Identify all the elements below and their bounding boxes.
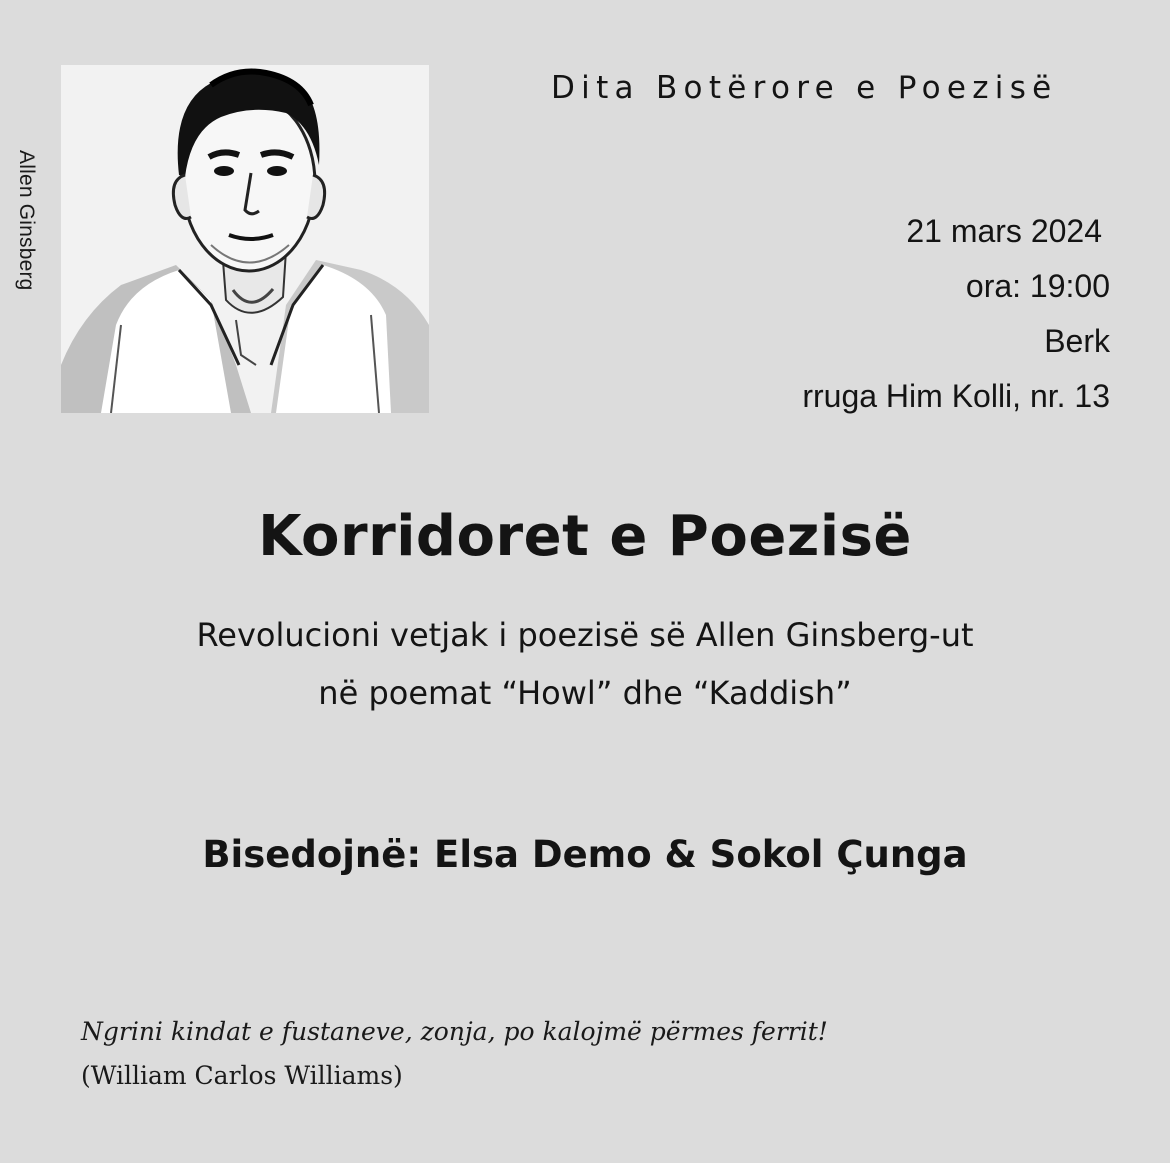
event-title: Dita Botërore e Poezisë [551, 70, 1058, 106]
subtitle-line-2: në poemat “Howl” dhe “Kaddish” [318, 674, 852, 712]
quote [81, 1010, 828, 1098]
quote-text: Ngrini kindat e fustaneve, zonja, po kalojmë përmes ferrit! [81, 1017, 828, 1046]
event-venue: Berk [1044, 323, 1110, 359]
speakers: Bisedojnë: Elsa Demo & Sokol Çunga [202, 833, 968, 876]
portrait-photo [61, 65, 429, 413]
subtitle [0, 606, 1170, 722]
main-title: Korridoret e Poezisë [258, 504, 912, 569]
event-details [610, 204, 1110, 424]
portrait-photo-icon [61, 65, 429, 413]
event-time: ora: 19:00 [965, 268, 1110, 304]
photo-caption: Allen Ginsberg [15, 150, 38, 291]
event-address: rruga Him Kolli, nr. 13 [802, 378, 1110, 414]
quote-author: (William Carlos Williams) [81, 1061, 403, 1090]
event-date: 21 mars 2024 [906, 213, 1102, 249]
subtitle-line-1: Revolucioni vetjak i poezisë së Allen Ginsberg-ut [196, 616, 974, 654]
